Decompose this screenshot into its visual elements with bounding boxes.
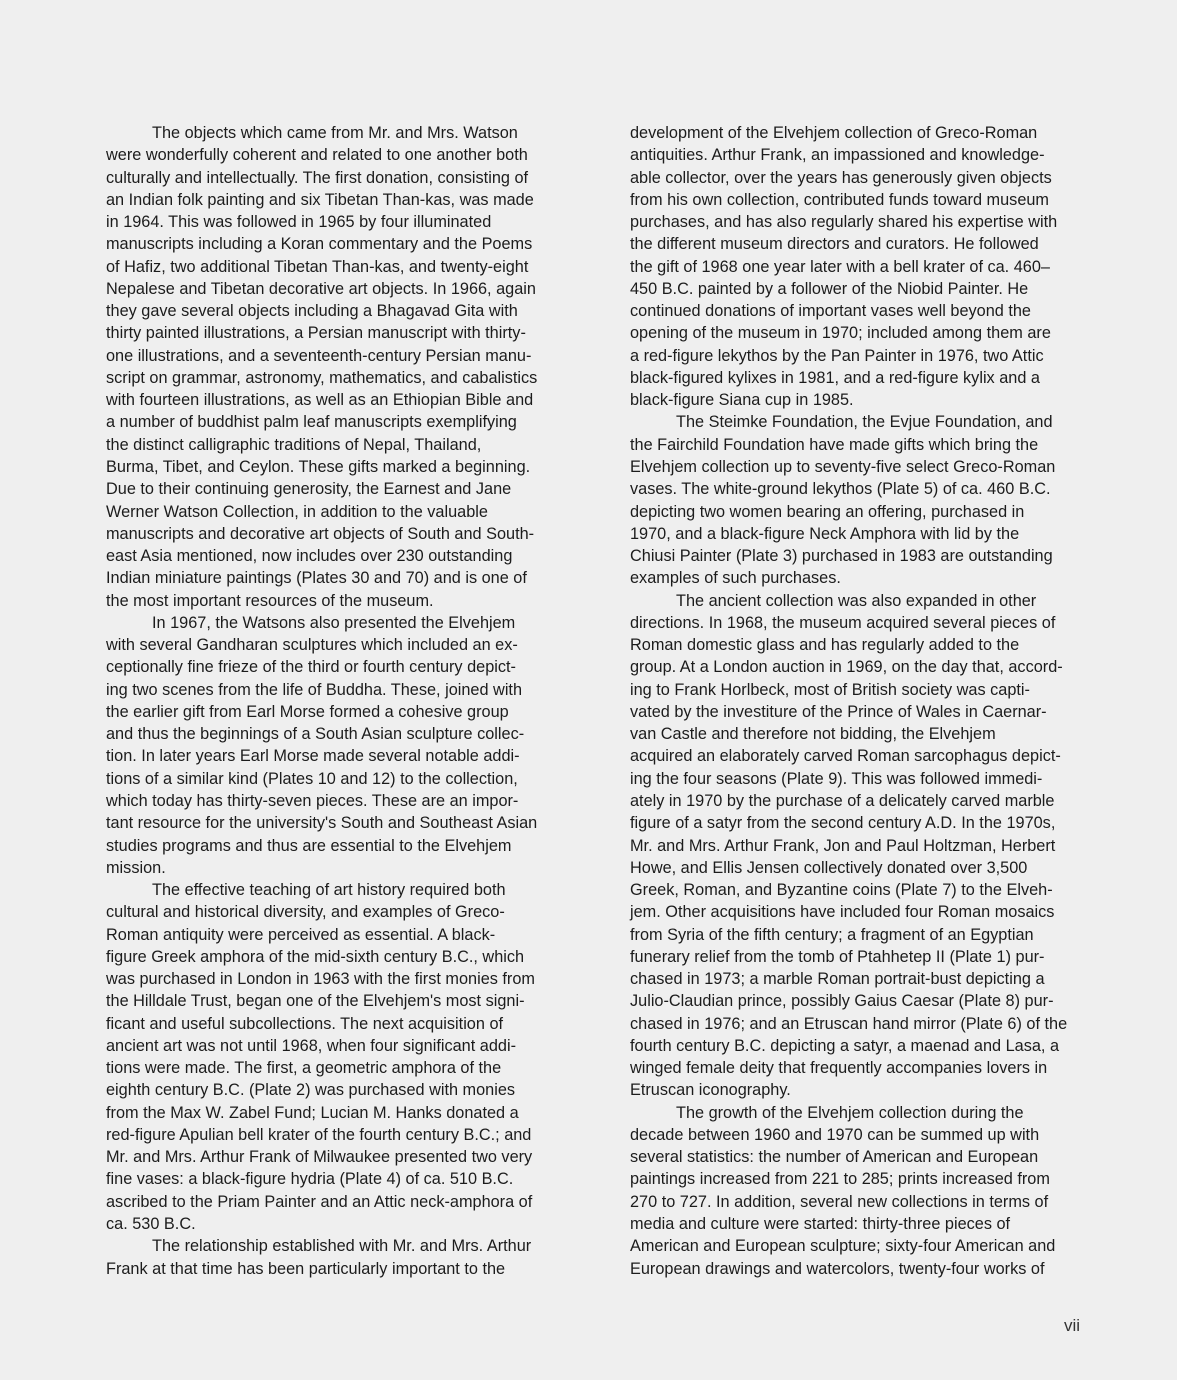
text-line: purchases, and has also regularly shared his expertise with [630, 213, 1058, 232]
text-line: American and European sculpture; sixty-four American and [630, 1237, 1056, 1256]
text-line: script on grammar, astronomy, mathematics, and cabalistics [106, 368, 538, 387]
text-line: The Steimke Foundation, the Evjue Foundation, and [676, 413, 1053, 432]
text-line: thirty painted illustrations, a Persian manuscript with thirty- [106, 324, 526, 343]
text-line: tions of a similar kind (Plates 10 and 12) to the collection, [106, 769, 518, 788]
text-line: Nepalese and Tibetan decorative art objects. In 1966, again [106, 279, 536, 298]
text-line: Roman antiquity were perceived as essential. A black- [106, 925, 496, 944]
text-line: In 1967, the Watsons also presented the Elvehjem [152, 613, 516, 632]
text-column-right [630, 122, 1082, 1280]
text-line: in 1964. This was followed in 1965 by four illuminated [106, 213, 492, 232]
text-line: the different museum directors and curators. He followed [630, 235, 1039, 254]
text-line: from Syria of the fifth century; a fragment of an Egyptian [630, 925, 1034, 944]
text-line: the distinct calligraphic traditions of Nepal, Thailand, [106, 435, 482, 454]
text-line: fourth century B.C. depicting a satyr, a maenad and Lasa, a [630, 1036, 1059, 1055]
text-line: able collector, over the years has generously given objects [630, 168, 1052, 187]
text-line: the Fairchild Foundation have made gifts which bring the [630, 435, 1039, 454]
text-line: east Asia mentioned, now includes over 230 outstanding [106, 547, 513, 566]
text-line: paintings increased from 221 to 285; prints increased from [630, 1170, 1050, 1189]
text-line: The ancient collection was also expanded in other [676, 591, 1037, 610]
text-line: 270 to 727. In addition, several new collections in terms of [630, 1192, 1049, 1211]
text-line: tant resource for the university's South and Southeast Asian [106, 814, 538, 833]
text-line: of Hafiz, two additional Tibetan Than-kas, and twenty-eight [106, 257, 529, 276]
text-line: and thus the beginnings of a South Asian sculpture collec- [106, 725, 525, 744]
text-line: which today has thirty-seven pieces. These are an impor- [106, 791, 519, 810]
text-line: development of the Elvehjem collection of Greco-Roman [630, 124, 1038, 142]
text-line: Burma, Tibet, and Ceylon. These gifts marked a beginning. [106, 457, 531, 476]
text-line: The objects which came from Mr. and Mrs. Watson [152, 124, 518, 142]
text-line: studies programs and thus are essential to the Elvehjem [106, 836, 512, 855]
text-line: ancient art was not until 1968, when four significant addi- [106, 1036, 516, 1055]
text-line: ing the four seasons (Plate 9). This was followed immedi- [630, 769, 1043, 788]
text-line: a red-figure lekythos by the Pan Painter in 1976, two Attic [630, 346, 1044, 365]
text-line: a number of buddhist palm leaf manuscripts exemplifying [106, 413, 517, 432]
text-line: black-figure Siana cup in 1985. [630, 391, 854, 410]
text-line: red-figure Apulian bell krater of the fourth century B.C.; and [106, 1125, 532, 1144]
text-line: directions. In 1968, the museum acquired several pieces of [630, 613, 1056, 632]
text-line: Indian miniature paintings (Plates 30 and 70) and is one of [106, 569, 527, 588]
text-line: Mr. and Mrs. Arthur Frank, Jon and Paul Holtzman, Herbert [630, 836, 1056, 855]
text-line: figure Greek amphora of the mid-sixth century B.C., which [106, 947, 525, 966]
text-line: the gift of 1968 one year later with a bell krater of ca. 460– [630, 257, 1050, 276]
text-line: Mr. and Mrs. Arthur Frank of Milwaukee presented two very [106, 1148, 533, 1167]
text-line: Greek, Roman, and Byzantine coins (Plate 7) to the Elveh- [630, 881, 1053, 900]
text-line: one illustrations, and a seventeenth-century Persian manu- [106, 346, 532, 365]
text-line: Due to their continuing generosity, the Earnest and Jane [106, 480, 512, 499]
text-line: continued donations of important vases well beyond the [630, 302, 1031, 321]
text-line: eighth century B.C. (Plate 2) was purchased with monies [106, 1081, 516, 1100]
text-line: ing to Frank Horlbeck, most of British society was capti- [630, 680, 1030, 699]
text-line: tion. In later years Earl Morse made several notable addi- [106, 747, 520, 766]
text-line: Chiusi Painter (Plate 3) purchased in 1983 are outstanding [630, 547, 1053, 566]
text-line: black-figured kylixes in 1981, and a red-figure kylix and a [630, 368, 1040, 387]
text-line: van Castle and therefore not bidding, the Elvehjem [630, 725, 996, 744]
text-line: the earlier gift from Earl Morse formed a cohesive group [106, 702, 509, 721]
text-column-left [106, 122, 558, 1280]
text-line: The relationship established with Mr. and Mrs. Arthur [152, 1237, 532, 1256]
text-line: from his own collection, contributed funds toward museum [630, 190, 1049, 209]
text-line: with fourteen illustrations, as well as an Ethiopian Bible and [106, 391, 534, 410]
text-line: vases. The white-ground lekythos (Plate 5) of ca. 460 B.C. [630, 480, 1051, 499]
text-line: the Hilldale Trust, began one of the Elvehjem's most signi- [106, 992, 525, 1011]
text-line: Werner Watson Collection, in addition to the valuable [106, 502, 488, 521]
text-line: cultural and historical diversity, and examples of Greco- [106, 903, 505, 922]
text-line: was purchased in London in 1963 with the first monies from [106, 970, 535, 989]
text-line: were wonderfully coherent and related to one another both [106, 146, 528, 165]
text-line: with several Gandharan sculptures which included an ex- [106, 636, 518, 655]
text-line: ascribed to the Priam Painter and an Attic neck-amphora of [106, 1192, 533, 1211]
text-line: The growth of the Elvehjem collection during the [676, 1103, 1024, 1122]
text-line: Julio-Claudian prince, possibly Gaius Caesar (Plate 8) pur- [630, 992, 1054, 1011]
text-line: manuscripts and decorative art objects of South and South- [106, 524, 535, 543]
text-line: figure of a satyr from the second century A.D. In the 1970s, [630, 814, 1056, 833]
text-line: group. At a London auction in 1969, on the day that, accord- [630, 658, 1063, 677]
text-line: depicting two women bearing an offering, purchased in [630, 502, 1025, 521]
text-line: vated by the investiture of the Prince of Wales in Caernar- [630, 702, 1047, 721]
text-line: from the Max W. Zabel Fund; Lucian M. Hanks donated a [106, 1103, 519, 1122]
text-line: European drawings and watercolors, twenty-four works of [630, 1259, 1045, 1278]
text-line: Etruscan iconography. [630, 1081, 791, 1100]
text-line: the most important resources of the museum. [106, 591, 434, 610]
text-line: acquired an elaborately carved Roman sarcophagus depict- [630, 747, 1061, 766]
text-line: examples of such purchases. [630, 569, 841, 588]
text-line: jem. Other acquisitions have included four Roman mosaics [630, 903, 1055, 922]
text-line: mission. [106, 858, 166, 877]
text-line: 450 B.C. painted by a follower of the Niobid Painter. He [630, 279, 1029, 298]
text-line: Howe, and Ellis Jensen collectively donated over 3,500 [630, 858, 1028, 877]
text-line: they gave several objects including a Bhagavad Gita with [106, 302, 518, 321]
text-line: Elvehjem collection up to seventy-five select Greco-Roman [630, 457, 1056, 476]
text-line: ceptionally fine frieze of the third or fourth century depict- [106, 658, 516, 677]
text-line: ficant and useful subcollections. The next acquisition of [106, 1014, 504, 1033]
text-line: fine vases: a black-figure hydria (Plate 4) of ca. 510 B.C. [106, 1170, 514, 1189]
text-line: ing two scenes from the life of Buddha. These, joined with [106, 680, 523, 699]
text-line: 1970, and a black-figure Neck Amphora with lid by the [630, 524, 1020, 543]
text-line: ately in 1970 by the purchase of a delicately carved marble [630, 791, 1055, 810]
text-line: an Indian folk painting and six Tibetan Than-kas, was made [106, 190, 534, 209]
page-number: vii [1063, 1316, 1080, 1335]
text-line: culturally and intellectually. The first donation, consisting of [106, 168, 529, 187]
text-line: media and culture were started: thirty-three pieces of [630, 1215, 1011, 1234]
text-line: antiquities. Arthur Frank, an impassioned and knowledge- [630, 146, 1045, 165]
text-line: chased in 1976; and an Etruscan hand mirror (Plate 6) of the [630, 1014, 1068, 1033]
text-line: opening of the museum in 1970; included among them are [630, 324, 1051, 343]
text-line: tions were made. The first, a geometric amphora of the [106, 1059, 502, 1078]
text-line: several statistics: the number of American and European [630, 1148, 1039, 1167]
text-line: Frank at that time has been particularly important to the [106, 1259, 506, 1278]
text-line: ca. 530 B.C. [106, 1215, 196, 1234]
text-line: funerary relief from the tomb of Ptahhetep II (Plate 1) pur- [630, 947, 1045, 966]
text-line: decade between 1960 and 1970 can be summed up with [630, 1125, 1040, 1144]
text-line: winged female deity that frequently accompanies lovers in [630, 1059, 1048, 1078]
text-line: The effective teaching of art history required both [152, 881, 506, 900]
text-line: manuscripts including a Koran commentary and the Poems [106, 235, 533, 254]
text-line: Roman domestic glass and has regularly added to the [630, 636, 1020, 655]
text-line: chased in 1973; a marble Roman portrait-bust depicting a [630, 970, 1045, 989]
